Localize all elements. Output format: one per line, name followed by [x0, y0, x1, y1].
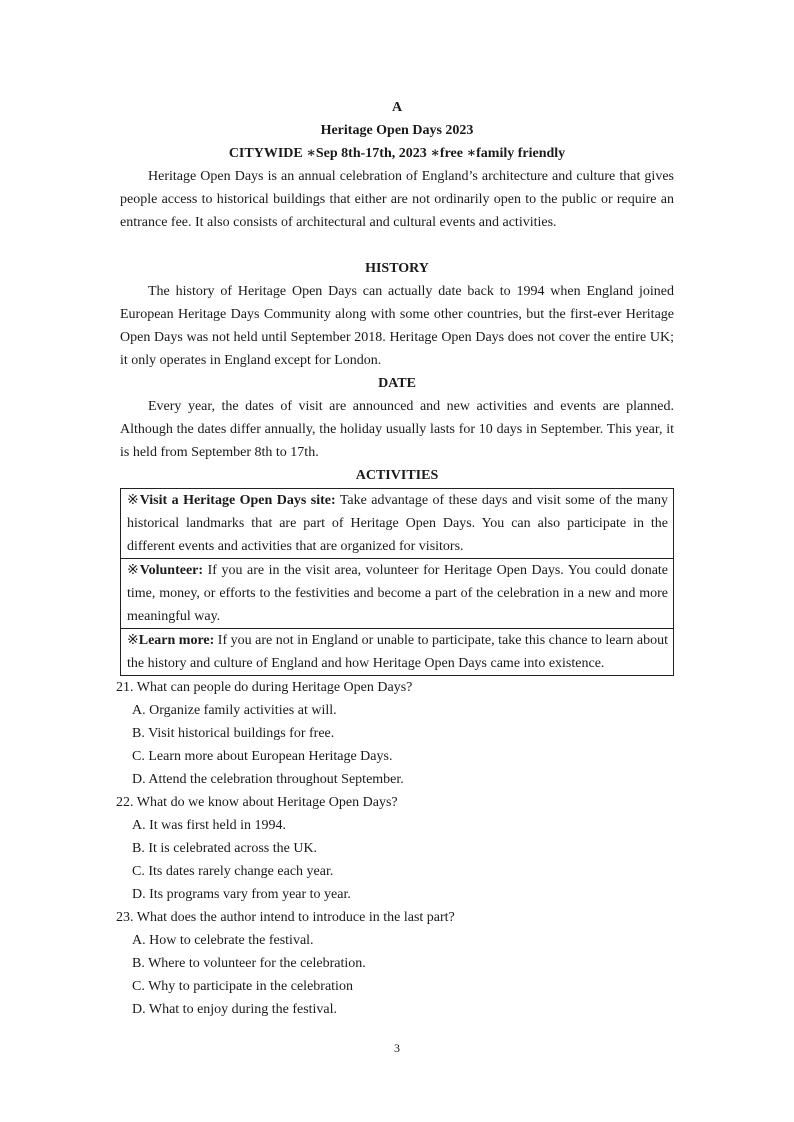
activity-row-learn-more: [121, 629, 673, 675]
option-a: A. It was first held in 1994.: [132, 818, 286, 833]
activity-row-volunteer: [121, 559, 673, 629]
passage-subtitle: CITYWIDE ∗Sep 8th-17th, 2023 ∗free ∗family friendly: [228, 146, 566, 161]
option-a: A. Organize family activities at will.: [132, 703, 337, 718]
activity-label: Learn more:: [138, 633, 215, 648]
option-b: B. It is celebrated across the UK.: [132, 841, 318, 856]
question-stem: 23. What does the author intend to introduce in the last part?: [116, 910, 455, 925]
question-22: [116, 791, 674, 906]
date-heading: DATE: [378, 376, 416, 391]
activity-text: If you are not in England or unable to participate, take this chance to learn about the history and culture of England and how Heritage Open Days came into existence.: [127, 633, 668, 671]
question-21: [116, 676, 674, 791]
reference-mark: ※: [127, 563, 140, 578]
option-d: D. Its programs vary from year to year.: [132, 887, 351, 902]
option-c: C. Its dates rarely change each year.: [132, 864, 334, 879]
passage-title: Heritage Open Days 2023: [320, 123, 474, 138]
spacer: [120, 234, 674, 257]
option-c: C. Why to participate in the celebration: [132, 979, 353, 994]
reference-mark: ※: [127, 633, 139, 648]
option-a: A. How to celebrate the festival.: [132, 933, 314, 948]
activity-text: If you are in the visit area, volunteer for Heritage Open Days. You could donate time, money, or efforts to the festivities and become a part of the celebration in a new and more meaningful way.: [127, 563, 669, 624]
option-c: C. Learn more about European Heritage Days.: [132, 749, 393, 764]
page-number: 3: [394, 1041, 400, 1055]
question-stem: 22. What do we know about Heritage Open Days?: [116, 795, 398, 810]
activity-label: Volunteer:: [139, 563, 204, 578]
activities-heading: ACTIVITIES: [355, 468, 439, 483]
activities-table: [120, 488, 674, 676]
intro-paragraph: Heritage Open Days is an annual celebration of England’s architecture and culture that gives people access to historical buildings that either are not ordinarily open to the public or require an entrance fee. It also consists of architectural and cultural events and activities.: [120, 169, 674, 230]
option-d: D. Attend the celebration throughout September.: [132, 772, 404, 787]
activity-text: Take advantage of these days and visit some of the many historical landmarks that are part of Heritage Open Days. You can also participate in the different events and activities that are organized for visitors.: [127, 493, 668, 554]
option-b: B. Where to volunteer for the celebration.: [132, 956, 366, 971]
activity-label: Visit a Heritage Open Days site:: [139, 493, 336, 508]
passage-letter: A: [391, 100, 403, 115]
content-column: [116, 96, 674, 1021]
activity-row-visit: [121, 489, 673, 559]
question-stem: 21. What can people do during Heritage Open Days?: [116, 680, 413, 695]
option-b: B. Visit historical buildings for free.: [132, 726, 335, 741]
date-paragraph: Every year, the dates of visit are announced and new activities and events are planned. Although the dates differ annually, the holiday usually lasts for 10 days in September. This year, it is held from September 8th to 17th.: [120, 399, 674, 460]
history-heading: HISTORY: [365, 261, 429, 276]
reference-mark: ※: [127, 493, 140, 508]
question-23: [116, 906, 674, 1021]
history-paragraph: The history of Heritage Open Days can actually date back to 1994 when England joined European Heritage Days Community along with some other countries, but the first-ever Heritage Open Days was not held until September 2018. Heritage Open Days does not cover the entire UK; it only operates in England except for London.: [120, 284, 674, 368]
option-d: D. What to enjoy during the festival.: [132, 1002, 338, 1017]
